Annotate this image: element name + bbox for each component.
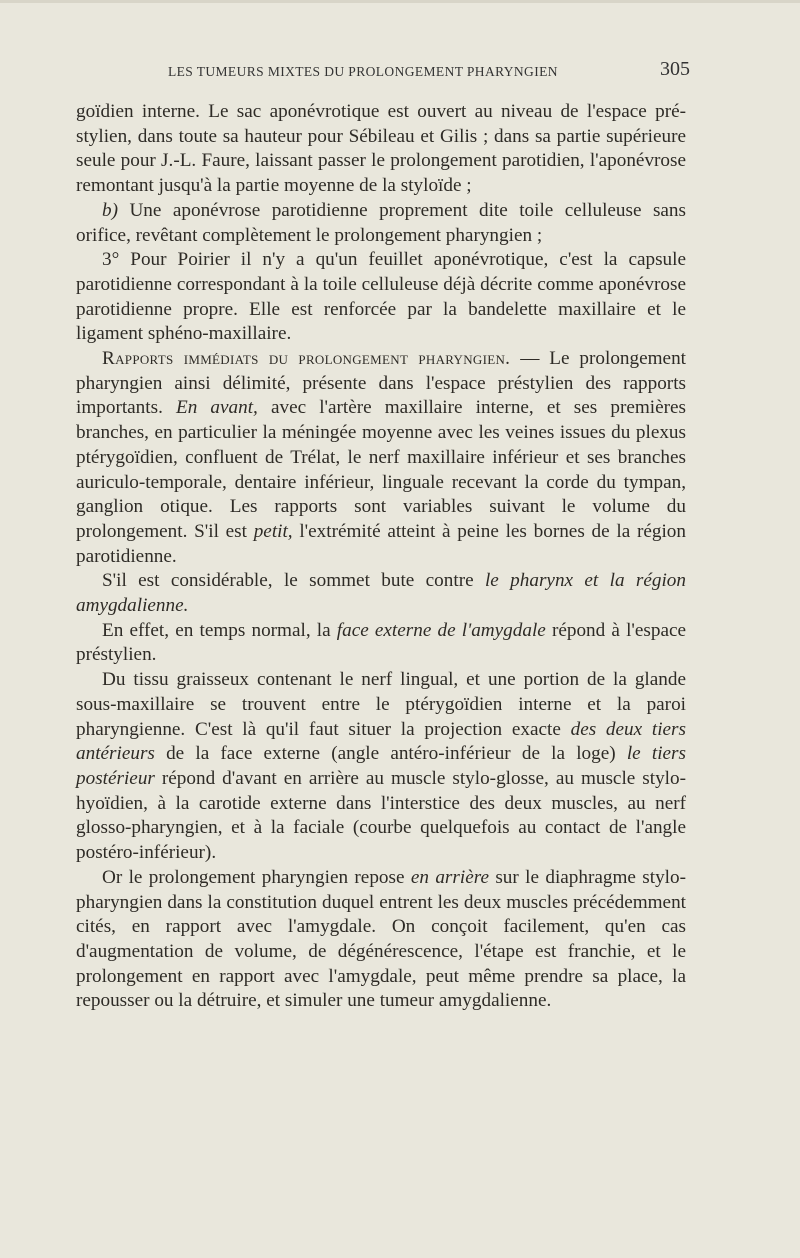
paragraph-rapports (76, 347, 686, 569)
tissu-text-c: répond d'avant en arrière au muscle stylo-glosse, au muscle stylo-hyoïdien, à la carotide externe dans l'interstice des deux muscles, au nerf glosso-pharyngien, et à la faciale (courbe quelquefois au contact de l'angle postéro-inférieur). (76, 767, 686, 864)
paragraph-tissu (76, 668, 686, 866)
rapports-emphasis-avant: En avant, (175, 397, 258, 419)
tissu-text-a: Du tissu graisseux contenant le nerf lingual, et une portion de la glande sous-maxillaire se trouvent entre le ptérygoïdien interne et la paroi pharyngienne. C'est là qu'il faut situer la projection exacte (76, 669, 686, 740)
considerable-emphasis: le pharynx et la région amygdalienne. (76, 570, 686, 617)
or-text-a: Or le prolongement pharyngien repose (102, 866, 411, 888)
paragraph-b-text: Une aponévrose parotidienne proprement dite toile celluleuse sans orifice, revêtant complètement le prolongement pharyngien ; (76, 199, 686, 246)
page-body (76, 100, 686, 1014)
rapports-emphasis-petit: petit, (253, 520, 293, 542)
page-number: 305 (660, 58, 690, 80)
en-effet-text-b: répond à l'espace préstylien. (76, 619, 686, 666)
running-header: LES TUMEURS MIXTES DU PROLONGEMENT PHARYNGIEN (168, 64, 558, 79)
rapports-text-c: l'extrémité atteint à peine les bornes de la région parotidienne. (76, 520, 686, 567)
paragraph-b (76, 199, 686, 248)
paragraph-considerable (76, 569, 686, 618)
rapports-text-a: — Le prolongement pharyngien ainsi délimité, présente dans l'espace préstylien des rapports importants. (76, 348, 687, 419)
paragraph-poirier: 3° Pour Poirier il n'y a qu'un feuillet aponévrotique, c'est la capsule parotidienne correspondant à la toile celluleuse déjà décrite comme aponévrose parotidienne propre. Elle est renforcée par la bandelette maxillaire et le ligament sphéno-maxillaire. (76, 249, 686, 345)
or-emphasis: en arrière (410, 866, 489, 888)
list-marker: b) (102, 199, 118, 221)
or-text-b: sur le diaphragme stylo-pharyngien dans la constitution duquel entrent les deux muscles précédemment cités, en rapport avec l'amygdale. On conçoit facilement, qu'en cas d'augmentation de volume, de dégénérescence, l'étape est franchie, et le prolongement en rapport avec l'amygdale, peut même prendre sa place, la repousser ou la détruire, et simuler une tumeur amygdalienne. (76, 866, 686, 1012)
section-heading: Rapports immédiats du prolongement pharyngien. (102, 348, 511, 370)
rapports-text-b: avec l'artère maxillaire interne, et ses premières branches, en particulier la méningée moyenne avec les veines issues du plexus ptérygoïdien, confluent de Trélat, le nerf maxillaire inférieur et ses branches auriculo-temporale, dentaire inférieur, linguale recevant la corde du tympan, ganglion otique. Les rapports sont variables suivant le volume du prolongement. S'il est (76, 397, 686, 542)
tissu-emphasis-posterieur: le tiers postérieur (76, 743, 686, 789)
considerable-text: S'il est considérable, le sommet bute contre (102, 570, 485, 592)
paragraph-or (76, 866, 686, 1014)
paragraph-continuation: goïdien interne. Le sac aponévrotique est ouvert au niveau de l'espace pré-stylien, dans toute sa hauteur pour Sébileau et Gilis ; dans sa partie supérieure seule pour J.-L. Faure, laissant passer le prolongement parotidien, l'aponévrose remontant jusqu'à la partie moyenne de la styloïde ; (76, 101, 686, 197)
tissu-text-b: de la face externe (angle antéro-inférieur de la loge) (154, 743, 627, 765)
paragraph-en-effet (76, 619, 686, 668)
page-top-edge (0, 0, 800, 3)
en-effet-emphasis: face externe de l'amygdale (336, 619, 546, 641)
en-effet-text-a: En effet, en temps normal, la (102, 619, 337, 641)
tissu-emphasis-anterieurs: des deux tiers antérieurs (76, 718, 686, 765)
